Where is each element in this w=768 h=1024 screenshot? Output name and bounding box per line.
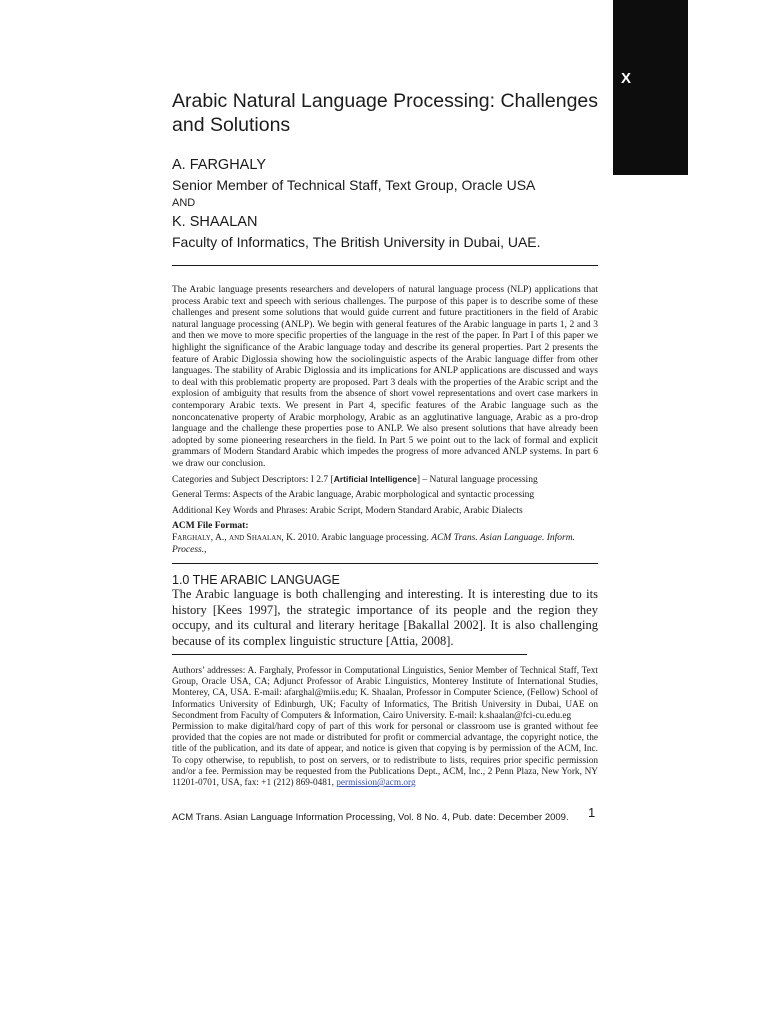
footnote-permission-text: Permission to make digital/hard copy of part of this work for personal or classroom use is granted without fee provided that the copies are not made or distributed for profit or commercial advantage, the copyright notice, the title of the publication, and its date of appear, and notice is given that copying is by permission of the ACM, Inc. To copy otherwise, to republish, to post on servers, or to redistribute to lists, requires prior specific permission and/or a fee. Permission may be requested from the Publications Dept., ACM, Inc., 2 Penn Plaza, New York, NY 11201-0701, USA, fax: +1 (212) 869-0481, xyxy=(172,722,598,789)
author-2-name: K. SHAALAN xyxy=(172,214,258,230)
general-terms: General Terms: Aspects of the Arabic language, Arabic morphological and syntactic processing xyxy=(172,490,535,500)
acm-format-heading: ACM File Format: xyxy=(172,521,249,531)
abstract-divider xyxy=(172,563,598,564)
acm-format-authors: Farghaly, A., and Shaalan, K. xyxy=(172,533,296,543)
keywords: Additional Key Words and Phrases: Arabic Script, Modern Standard Arabic, Arabic Dialects xyxy=(172,506,523,516)
permission-email-link[interactable]: permission@acm.org xyxy=(336,778,416,789)
author-block xyxy=(172,155,602,252)
footnote-addresses: Authors’ addresses: A. Farghaly, Professor in Computational Linguistics, Senior Member of Technical Staff, Text Group, Oracle USA, CA; Adjunct Professor of Arabic Linguistics, Monterey Institute of International Studies, Monterey, CA, USA. E-mail: afarghal@miis.edu; K. Shaalan, Professor in Computer Science, (Fellow) School of Informatics University of Edinburgh, UK; Faculty of Informatics, The British University in Dubai, UAE on Secondment from Faculty of Computers & Information, Cairo University. E-mail: k.shaalan@fci-cu.edu.eg xyxy=(172,666,598,721)
footnote-divider xyxy=(172,654,527,655)
author-2-affiliation: Faculty of Informatics, The British University in Dubai, UAE. xyxy=(172,234,541,250)
paper-title xyxy=(172,89,602,137)
acm-format-citation xyxy=(172,532,598,556)
header-divider xyxy=(172,265,598,266)
chapter-tab-letter: X xyxy=(621,70,632,87)
paper-title-line-1: Arabic Natural Language Processing: Challenges xyxy=(172,90,599,112)
abstract: The Arabic language presents researchers and developers of natural language process (NLP) applications that process Arabic text and speech with serious challenges. The purpose of this paper is to describe some of these challenges and present some solutions that would guide current and future practitioners in the field of Arabic natural language processing (ANLP). We begin with general features of the Arabic language in parts 1, 2 and 3 and then we move to more specific properties of the language in the rest of the paper. In Part I of this paper we highlight the significance of the Arabic language today and describe its general properties. Part 2 presents the feature of Arabic Diglossia showing how the sociolinguistic aspects of the Arabic language differ from other languages. The stability of Arabic Diglossia and its implications for ANLP applications are discussed and ways to deal with this problematic property are proposed. Part 3 deals with the properties of the Arabic script and the explosion of ambiguity that results from the absence of short vowel representations and overt case markers in contemporary Arabic texts. We present in Part 4, specific features of the Arabic language such as the nonconcatenative property of Arabic morphology, Arabic as an agglutinative language, Arabic as a pro-drop language and the challenge these properties pose to ANLP. We also present solutions that have already been adopted by some pioneering researchers in the field. In Part 5 we point out to the lack of formal and explicit grammars of Modern Standard Arabic which impedes the progress of more advanced ANLP systems. In part 6 we draw our conclusion. xyxy=(172,285,598,469)
section-body: The Arabic language is both challenging and interesting. It is interesting due to its history [Kees 1997], the strategic importance of its people and the region they occupy, and its cultural and literary heritage [Bakallal 2002]. It is also challenging because of its complex linguistic structure [Attia, 2008]. xyxy=(172,587,598,648)
footnote-permission xyxy=(172,722,598,789)
acm-format-rest: 2010. Arabic language processing. xyxy=(295,533,432,543)
page-number: 1 xyxy=(588,805,596,820)
categories-line xyxy=(172,473,598,486)
section-heading: 1.0 THE ARABIC LANGUAGE xyxy=(172,573,340,587)
author-1-affiliation: Senior Member of Technical Staff, Text Group, Oracle USA xyxy=(172,177,536,193)
categories-prefix: Categories and Subject Descriptors: I 2.7 [ xyxy=(172,475,334,485)
paper-title-line-2: and Solutions xyxy=(172,114,291,136)
categories-bold: Artificial Intelligence xyxy=(333,474,417,484)
acm-file-format xyxy=(172,520,598,556)
acm-format-journal: ACM Trans. Asian Language. Inform. Process., xyxy=(172,533,575,555)
footnote xyxy=(172,666,598,789)
chapter-tab xyxy=(613,0,688,175)
author-1-name: A. FARGHALY xyxy=(172,157,267,173)
categories-suffix: ] – Natural language processing xyxy=(416,475,538,485)
journal-footer: ACM Trans. Asian Language Information Processing, Vol. 8 No. 4, Pub. date: December 2009. xyxy=(172,812,569,823)
author-separator: AND xyxy=(172,197,196,209)
